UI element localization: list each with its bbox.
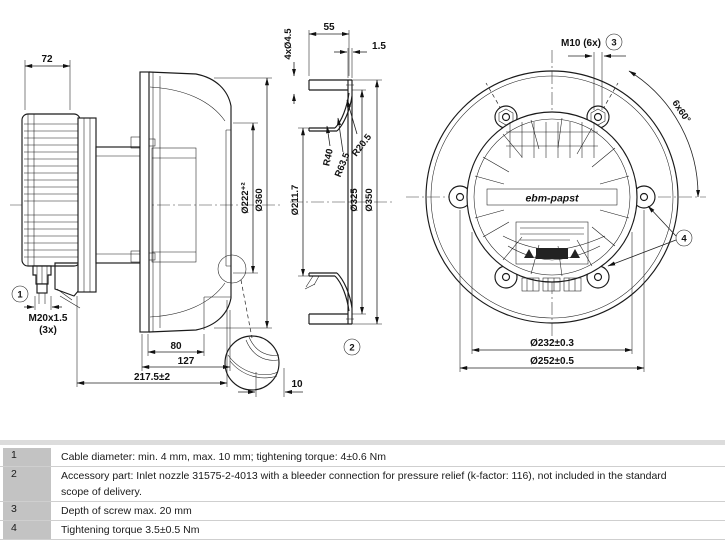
r40-label: R40 bbox=[321, 147, 336, 168]
table-row bbox=[0, 502, 725, 521]
dim-217-label: 217.5±2 bbox=[133, 372, 171, 383]
dim-1-5-label: 1.5 bbox=[372, 41, 386, 52]
motor-body bbox=[22, 114, 80, 266]
dia-outer-label: Ø360 bbox=[254, 188, 265, 212]
dim-80 bbox=[148, 334, 204, 356]
callout-2-label: 2 bbox=[349, 342, 355, 354]
callout-4-label: 4 bbox=[681, 233, 687, 245]
r635-label: R63.5 bbox=[332, 151, 353, 179]
cable-gland bbox=[33, 266, 51, 304]
dim-holes bbox=[283, 28, 294, 104]
dia-350-label: Ø350 bbox=[364, 188, 375, 212]
detail-source-circle bbox=[218, 255, 246, 283]
brand-logo: ebm-papst bbox=[525, 192, 579, 205]
dim-72-label: 72 bbox=[41, 54, 53, 65]
bleeder-connection bbox=[305, 276, 319, 289]
dim-55 bbox=[309, 22, 349, 76]
dim-127-label: 127 bbox=[177, 356, 195, 367]
note-text: Cable diameter: min. 4 mm, max. 10 mm; tightening torque: 4±0.6 Nm bbox=[61, 451, 386, 463]
dim-80-label: 80 bbox=[170, 341, 182, 352]
r205-label: R20.5 bbox=[349, 132, 375, 159]
note-text: Depth of screw max. 20 mm bbox=[61, 505, 192, 517]
detail-dim-10-label: 10 bbox=[291, 379, 303, 390]
dim-55-label: 55 bbox=[323, 22, 335, 33]
holes-label: 4xØ4.5 bbox=[283, 28, 294, 60]
angle-label: 6x60° bbox=[669, 98, 693, 126]
dia-232-label: Ø232±0.3 bbox=[530, 338, 574, 349]
note-number: 2 bbox=[3, 467, 51, 501]
callout-3-label: 3 bbox=[611, 37, 617, 49]
note-number: 1 bbox=[3, 448, 51, 466]
table-row bbox=[0, 467, 725, 502]
note-number: 3 bbox=[3, 502, 51, 520]
hub-cylinder bbox=[96, 147, 140, 263]
table-row bbox=[0, 448, 725, 467]
notes-table bbox=[0, 440, 725, 540]
dim-1-5 bbox=[334, 41, 386, 78]
dia-throat-label: Ø211.7 bbox=[290, 184, 301, 216]
note-text: Tightening torque 3.5±0.5 Nm bbox=[61, 524, 200, 536]
motor-back bbox=[467, 112, 637, 291]
side-view bbox=[10, 54, 280, 387]
dim-angle bbox=[629, 71, 698, 197]
detail-view bbox=[225, 336, 303, 397]
m10-label: M10 (6x) bbox=[560, 38, 602, 49]
gland-thread-label: M20x1.5 bbox=[28, 313, 68, 324]
table-row bbox=[0, 521, 725, 540]
impeller bbox=[149, 72, 231, 332]
dia-252-label: Ø252±0.5 bbox=[530, 356, 574, 367]
dim-72 bbox=[25, 54, 70, 110]
note-text: Accessory part: Inlet nozzle 31575-2-4013 with a bleeder connection for pressure relief (k-factor: 116), not included in the standard scope of delivery. bbox=[61, 470, 667, 498]
detail-leader bbox=[241, 280, 252, 338]
dim-127 bbox=[142, 310, 230, 371]
dia-325-label: Ø325 bbox=[349, 188, 360, 212]
note-number: 4 bbox=[3, 521, 51, 539]
dim-217 bbox=[77, 296, 227, 387]
gland-count-label: (3x) bbox=[39, 325, 57, 336]
callout-1-label: 1 bbox=[17, 289, 23, 301]
table-top-strip bbox=[0, 440, 725, 445]
motor-flange bbox=[78, 118, 96, 292]
rear-view bbox=[406, 34, 706, 372]
dia-collar-label: Ø222⁺² bbox=[240, 182, 251, 214]
